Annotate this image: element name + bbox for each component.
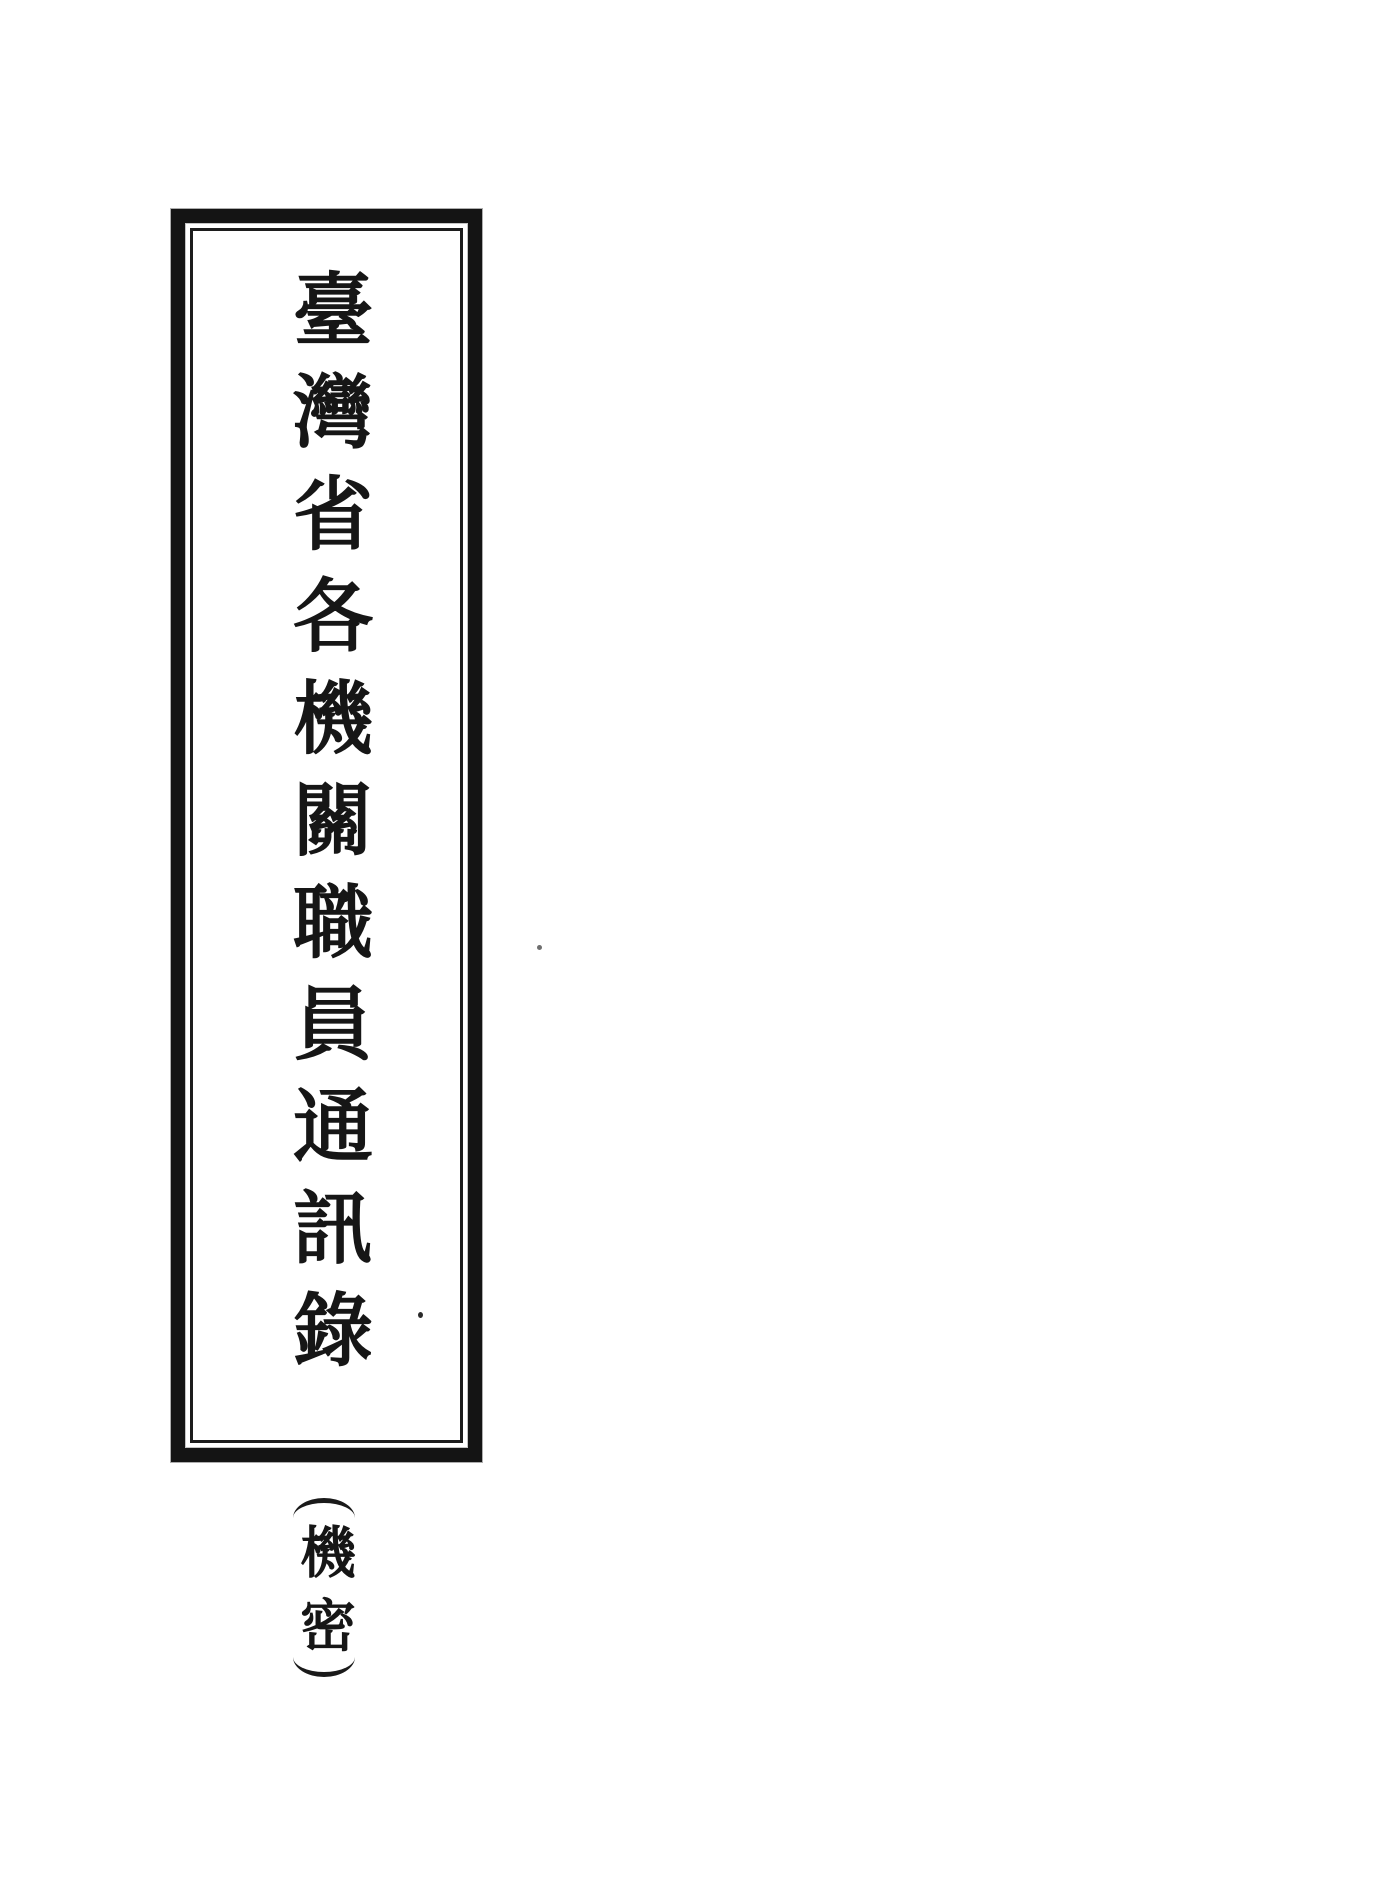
book-title: 臺灣省各機關職員通訊錄 (279, 267, 374, 1390)
title-plate-inner-rule (190, 228, 463, 1443)
title-plate-frame (171, 209, 482, 1462)
ink-speck (418, 1312, 423, 1318)
classification-mark (289, 1498, 359, 1677)
ink-speck (537, 945, 542, 950)
vertical-open-paren-icon (293, 1498, 355, 1518)
classification-label: 機密 (291, 1523, 357, 1669)
vertical-close-paren-icon (293, 1657, 355, 1677)
